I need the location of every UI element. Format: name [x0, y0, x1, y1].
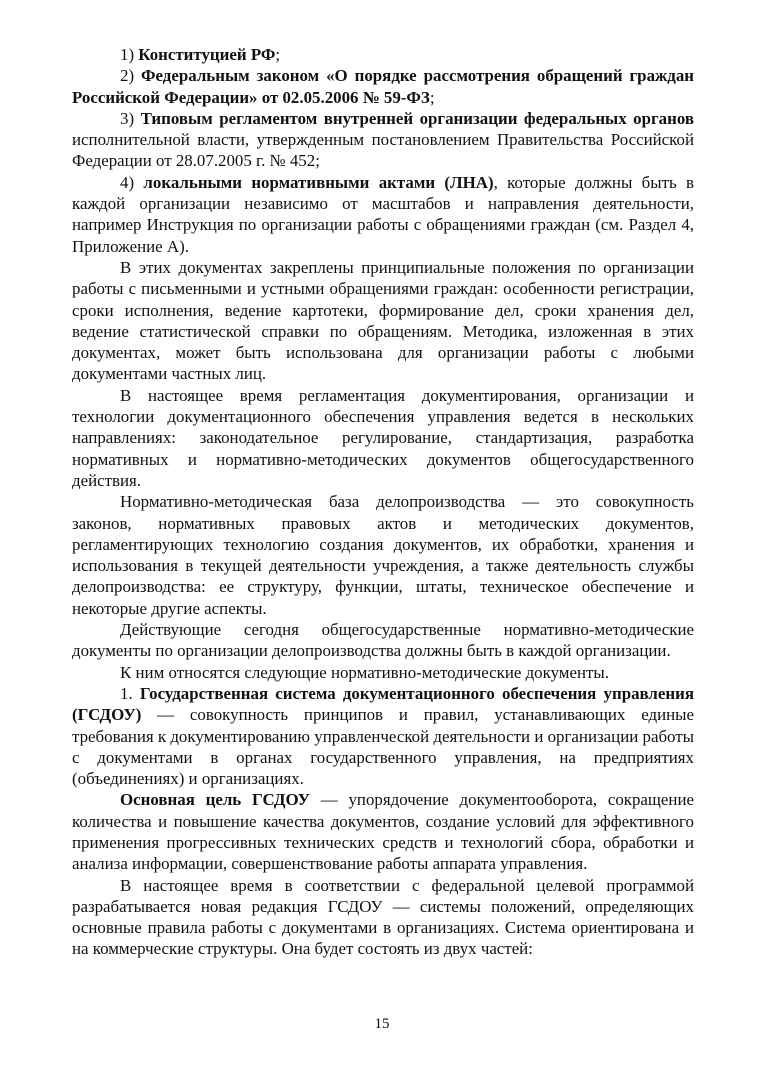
item-number: 1): [120, 45, 139, 64]
item-bold-text: локальными нормативными актами (ЛНА): [143, 172, 494, 192]
list-item-2: [72, 65, 694, 108]
item-bold-text: Типовым регламентом внутренней организации федеральных органов: [140, 108, 694, 128]
term-bold: Государственная система документационного обеспечения управления (ГСДОУ): [72, 683, 695, 725]
item-bold-text: Конституцией РФ: [138, 45, 276, 64]
item-text: ;: [275, 45, 281, 64]
item-text: исполнительной власти, утвержденным постановлением Правительства Российской Федерации от 28.07.2005 г. № 452;: [72, 130, 694, 171]
list-item-4: [72, 172, 694, 257]
list-item-1: [72, 44, 694, 65]
paragraph-6: [72, 683, 694, 789]
term-bold: Основная цель ГСДОУ: [120, 790, 311, 810]
paragraph-2: В настоящее время регламентация документирования, организации и технологии документационного обеспечения управления ведется в нескольких направлениях: законодательное регулирование, стандартизация, разработка нормативных и нормативно-методических документов общегосударственного действия.: [72, 385, 694, 490]
paragraph-7: [72, 789, 694, 874]
definition-text: — совокупность принципов и правил, устанавливающих единые требования к документированию управленческой деятельности и организации работы с документами в органах государственного управления, на предприятиях (объединениях) и организациях.: [72, 705, 694, 789]
item-text: ;: [429, 87, 435, 107]
page-number: 15: [374, 1016, 390, 1032]
item-number: 2): [120, 66, 142, 86]
paragraph-5: К ним относятся следующие нормативно-методические документы.: [120, 662, 609, 682]
item-text: , которые должны быть в каждой организации независимо от масштабов и направления деятельности, например Инструкция по организации работы с обращениями граждан (см. Раздел 4, Приложение А).: [72, 172, 694, 256]
paragraph-8: В настоящее время в соответствии с федеральной целевой программой разрабатывается новая редакция ГСДОУ — системы положений, определяющих основные правила работы с документами в организациях. Система ориентирована и на коммерческие структуры. Она будет состоять из двух частей:: [72, 875, 694, 959]
paragraph-4: Действующие сегодня общегосударственные нормативно-методические документы по организации делопроизводства должны быть в каждой организации.: [72, 620, 694, 661]
item-bold-text: Федеральным законом «О порядке рассмотрения обращений граждан Российской Федерации» от 02.05.2006 № 59-ФЗ: [72, 66, 694, 107]
item-number: 4): [120, 172, 144, 192]
item-number: 1.: [120, 683, 140, 703]
paragraph-3: Нормативно-методическая база делопроизводства — это совокупность законов, нормативных правовых актов и методических документов, регламентирующих технологию создания документов, их обработки, хранения и использования в текущей деятельности учреждения, а также деятельность службы делопроизводства: ее структуру, функции, штаты, техническое обеспечение и некоторые другие аспекты.: [72, 492, 694, 618]
paragraph-1: В этих документах закреплены принципиальные положения по организации работы с письменными и устными обращениями граждан: особенности регистрации, сроки исполнения, ведение картотеки, формирование дел, сроки хранения дел, ведение статистической справки по обращениям. Методика, изложенная в этих документах, может быть использована для организации работы с любыми документами частных лиц.: [72, 257, 694, 384]
definition-text: — упорядочение документооборота, сокращение количества и повышение качества документов, создание условий для эффективного применения прогрессивных технических средств и технологий сбора, обработки и анализа информации, совершенствование работы аппарата управления.: [72, 790, 695, 874]
list-item-3: [72, 108, 694, 172]
item-number: 3): [120, 108, 141, 128]
